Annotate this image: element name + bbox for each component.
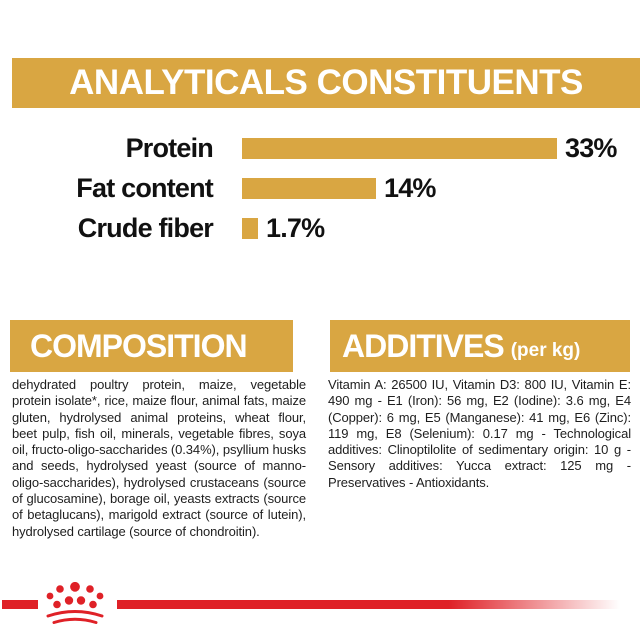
analytical-constituents-banner [12, 58, 640, 108]
chart-row [0, 128, 640, 168]
chart-bar [242, 218, 258, 239]
analytical-chart [0, 128, 640, 248]
additives-title: ADDITIVES [342, 327, 504, 364]
red-ribbon-right [117, 600, 620, 609]
chart-value-label: 1.7% [266, 212, 325, 243]
chart-row [0, 168, 640, 208]
chart-bar [242, 138, 557, 159]
chart-value-label: 33% [565, 132, 617, 163]
additives-text: Vitamin A: 26500 IU, Vitamin D3: 800 IU, Vitamin E: 490 mg - E1 (Iron): 56 mg, E2 (Iodine): 3.6 mg, E4 (Copper): 6 mg, E5 (Manganese): 41 mg, E6 (Zinc): 119 mg, E8 (Selenium): 0.17 mg - Technological additives: Clinoptilolite of sedimentary origin: 10 g - Sensory additives: Yucca extract: 125 mg - Preservatives - Antioxidants. [328, 377, 631, 490]
chart-row [0, 208, 640, 248]
additives-subtitle: (per kg) [510, 340, 581, 361]
analytical-constituents-title: ANALYTICALS CONSTITUENTS [69, 63, 583, 102]
chart-category-label: Crude fiber [77, 212, 213, 243]
chart-value-label: 14% [384, 172, 436, 203]
composition-banner [10, 320, 293, 372]
composition-text: dehydrated poultry protein, maize, vegetable protein isolate*, rice, maize flour, animal fats, maize gluten, hydrolysed animal proteins, wheat flour, beet pulp, fish oil, minerals, vegetable fibres, soya oil, fructo-oligo-saccharides (0.34%), psyllium husks and seeds, hydrolysed yeast (source of manno-oligo-saccharides), hydrolysed crustaceans (source of glucosamine), borage oil, yeasts extracts (source of betaglucans), marigold extract (source of lutein), hydrolysed cartilage (source of chondroitin). [12, 377, 306, 539]
composition-title: COMPOSITION [30, 327, 247, 364]
chart-category-label: Fat content [76, 172, 213, 203]
red-ribbon-left [2, 600, 38, 609]
chart-bar [242, 178, 376, 199]
royal-canin-crown-logo [44, 582, 106, 626]
additives-banner [330, 320, 630, 372]
chart-category-label: Protein [125, 132, 213, 163]
